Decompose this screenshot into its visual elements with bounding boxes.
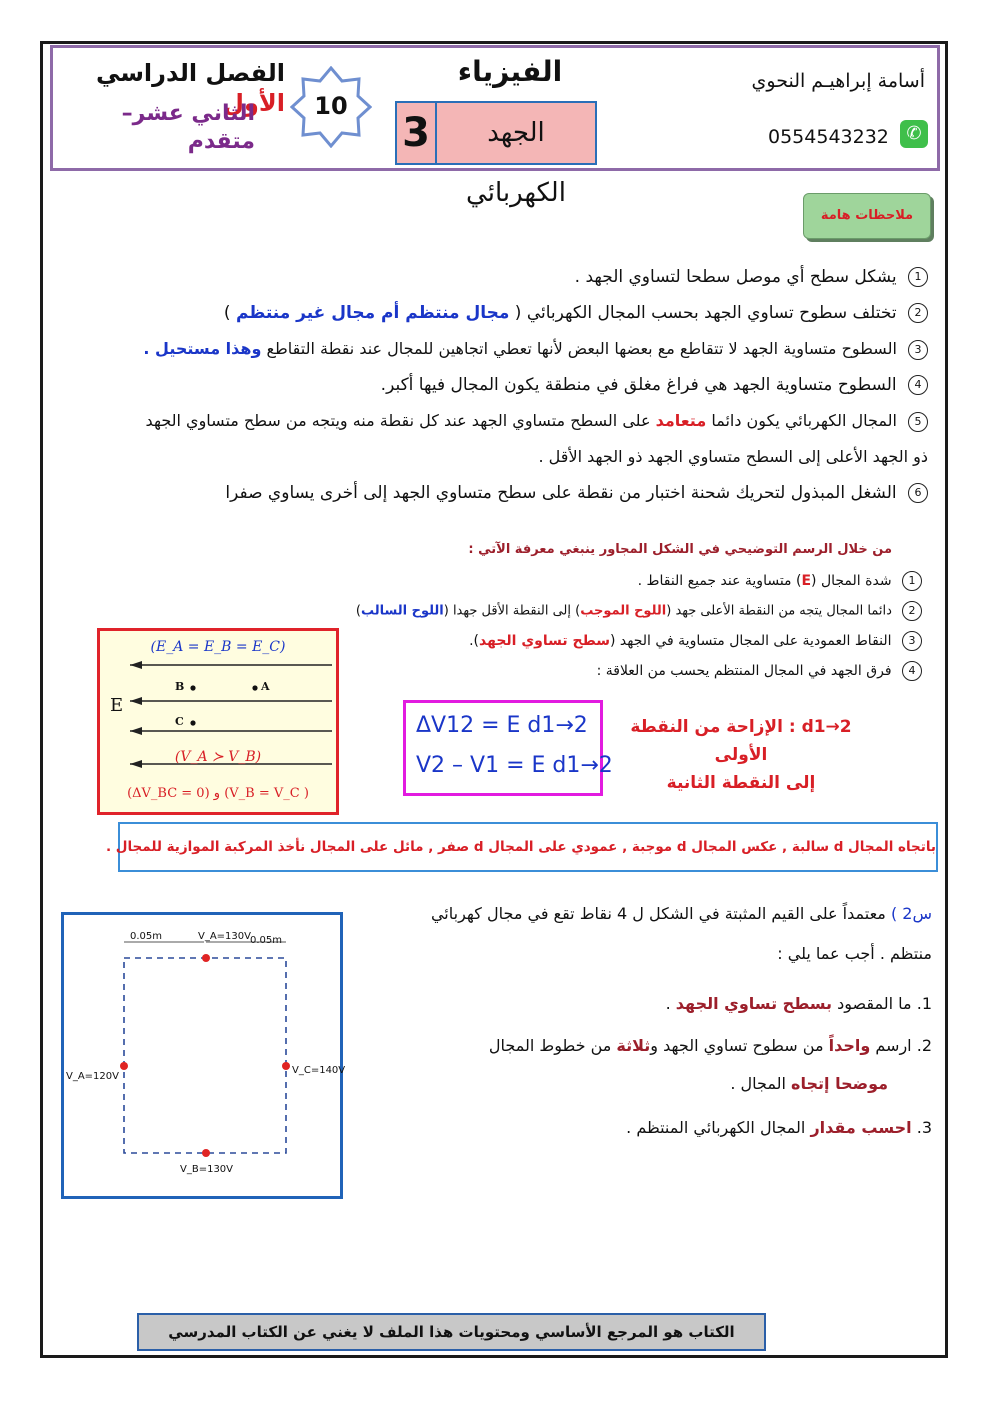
figure-note-3: [469, 631, 922, 651]
question-item-line2b: المجال .: [730, 1074, 786, 1093]
grade-label: الثاني عشر– متقدم: [121, 101, 255, 154]
figure-note-number-2: 2: [902, 601, 922, 621]
field-eq-va-vb: (V_A ≻ V_B): [174, 749, 262, 765]
field-eq-bottom-a: (ΔV_BC = 0): [127, 786, 210, 801]
semester-prefix: الفصل الدراسي: [96, 59, 285, 87]
question-item-highlight-2b: ثلاثة: [616, 1036, 651, 1055]
lesson-title: الجهد الكهربائي: [466, 118, 566, 208]
question-item-number-2: 2.: [916, 1036, 932, 1055]
formula-line-2: V2 – V1 = E d1→2: [416, 753, 613, 778]
figure-note-highlight-1: E: [801, 573, 812, 589]
note-text-2b: ): [223, 303, 231, 323]
figure-note-highlight-3: سطح تساوي الجهد: [478, 633, 610, 649]
vb-bottom-label: V_B=130V: [180, 1164, 234, 1175]
note-text-1: يشكل سطح أي موصل سطحا لتساوي الجهد .: [574, 267, 897, 287]
question-line-1: [431, 903, 932, 925]
question-item-highlight-3: احسب مقدار: [810, 1118, 912, 1137]
semester-word: الأول: [223, 89, 285, 117]
lesson-number: 3: [397, 103, 437, 163]
note-text-3a: السطوح متساوية الجهد لا تتقاطع مع بعضها البعض لأنها تعطي اتجاهين للمجال عند نقطة التقاطع: [266, 339, 897, 358]
note-text-6: الشغل المبذول لتحريك شحنة اختبار من نقطة على سطح متساوي الجهد إلى أخرى يساوي صفرا: [225, 483, 897, 503]
question-item-2: [489, 1035, 932, 1057]
field-eq-top: (E_A = E_B = E_C): [150, 639, 286, 655]
question-item-text-2a: ارسم: [875, 1036, 912, 1055]
teacher-name: أسامة إبراهيـم النحوي: [751, 70, 925, 92]
note-item-6: [225, 482, 928, 504]
vc-right-label: V_C=140V: [292, 1065, 346, 1076]
figure-note-text-2a: دائما المجال يتجه من النقطة الأعلى جهد (: [666, 603, 892, 619]
question-item-number-3: 3.: [916, 1118, 932, 1137]
note-item-1: [575, 266, 928, 288]
notes-title: ملاحظات هامة: [820, 208, 914, 223]
question-item-3: [626, 1117, 932, 1139]
phone-number: 0554543232: [768, 126, 889, 148]
point-a-label: A: [261, 680, 270, 693]
figure-note-number-1: 1: [902, 571, 922, 591]
formula-box: [403, 700, 613, 796]
field-eq-bottom-and: و: [213, 786, 221, 801]
note-number-4: 4: [908, 375, 928, 395]
figure-note-highlight-2a: اللوح الموجب: [580, 603, 667, 619]
note-item-5: [146, 410, 928, 432]
direction-banner: باتجاه المجال d سالبة , عكس المجال d موجبة , عمودي على المجال d صفر , مائل على المجال نأخذ المركبة الموازية للمجال .: [118, 822, 938, 872]
badge-number: 10: [314, 92, 348, 120]
figure-note-text-3b: ).: [469, 633, 479, 649]
figure-note-text-2c: ): [355, 603, 361, 619]
note-text-2a: تختلف سطوح تساوي الجهد بحسب المجال الكهربائي (: [514, 303, 897, 323]
figure-note-1: [638, 571, 922, 591]
formula-desc-b: إلى النقطة الثانية: [666, 773, 816, 793]
question-line-2: منتظم . أجب عما يلي :: [777, 944, 932, 963]
question-item-1: [666, 993, 932, 1015]
field-diagram: [97, 628, 339, 815]
figure-note-text-2b: ) إلى النقطة الأقل جهدا (: [443, 603, 581, 619]
note-item-3: [143, 338, 928, 360]
question-item-text-1a: ما المقصود: [837, 994, 912, 1013]
question-label: س2 ): [890, 904, 932, 923]
formula-description: [610, 713, 872, 797]
subject-title: الفيزياء: [457, 55, 563, 88]
figure-notes-title: من خلال الرسم التوضيحي في الشكل المجاور ينبغي معرفة الآتي :: [468, 542, 892, 557]
note-text-4: السطوح متساوية الجهد هي فراغ مغلق في منطقة يكون المجال فيها أكبر.: [380, 375, 897, 395]
figure-note-text-3a: النقاط العمودية على المجال متساوية في الجهد (: [610, 633, 892, 649]
field-e-label: E: [110, 695, 124, 716]
points-diagram: [61, 912, 346, 1199]
question-item-highlight-2a: واحداً: [828, 1036, 871, 1055]
note-item-4: [381, 374, 928, 396]
figure-note-number-4: 4: [902, 661, 922, 681]
note-highlight-5: متعامد: [655, 411, 707, 430]
point-b-label: B: [175, 680, 185, 693]
note-highlight-2: مجال منتظم أم مجال غير منتظم: [235, 303, 510, 323]
question-item-text-2c: من خطوط المجال: [488, 1036, 612, 1055]
figure-note-highlight-2b: اللوح السالب: [360, 603, 444, 619]
note-text-5b: على السطح متساوي الجهد عند كل نقطة منه ويتجه من سطح متساوي الجهد: [145, 411, 651, 430]
question-text-a: معتمداً على القيم المثبتة في الشكل ل 4 نقاط تقع في مجال كهربائي: [430, 904, 886, 923]
va-left-label: V_A=120V: [66, 1071, 119, 1082]
field-eq-bottom: [100, 786, 336, 801]
note-number-5: 5: [908, 412, 928, 432]
question-item-highlight-1: بسطح تساوي الجهد: [675, 994, 833, 1013]
point-c-label: C: [175, 715, 184, 728]
formula-desc-a: الإزاحة من النقطة الأولى: [630, 717, 783, 765]
dist-left-label: 0.05m: [130, 931, 163, 942]
note-number-2: 2: [908, 303, 928, 323]
question-item-line2: موضحا إتجاه: [791, 1074, 888, 1093]
figure-note-text-4: فرق الجهد في المجال المنتظم يحسب من العلاقة :: [596, 663, 892, 679]
question-item-text-3b: المجال الكهربائي المنتظم .: [626, 1118, 806, 1137]
note-number-6: 6: [908, 483, 928, 503]
figure-note-text-1b: ) متساوية عند جميع النقاط .: [637, 573, 802, 589]
note-item-2: [224, 302, 928, 324]
figure-note-number-3: 3: [902, 631, 922, 651]
field-lines: [100, 631, 336, 812]
note-number-1: 1: [908, 267, 928, 287]
figure-note-4: [597, 661, 922, 681]
formula-line-1: ΔV12 = E d1→2: [416, 713, 588, 738]
phone-icon: ✆: [900, 120, 928, 148]
lesson-title-box: [395, 101, 597, 208]
va-top-label: V_A=130V: [198, 931, 251, 942]
dist-right-label: 0.05m: [250, 935, 283, 946]
figure-note-2: [356, 601, 922, 622]
question-item-text-1b: .: [665, 994, 671, 1013]
dashed-rectangle: [64, 915, 340, 1196]
field-eq-bottom-b: (V_B = V_C ): [224, 786, 309, 801]
note-number-3: 3: [908, 340, 928, 360]
formula-desc-line-1: [610, 713, 872, 769]
notes-title-badge: [803, 193, 931, 239]
note-text-5a: المجال الكهربائي يكون دائما: [711, 411, 897, 430]
note-item-5-cont: ذو الجهد الأعلى إلى السطح متساوي الجهد ذو الجهد الأقل .: [538, 447, 928, 466]
figure-note-text-1a: شدة المجال (: [811, 573, 892, 589]
question-item-text-2b: من سطوح تساوي الجهد و: [650, 1036, 824, 1055]
formula-symbol: d1→2 :: [788, 717, 852, 737]
question-item-number-1: 1.: [916, 994, 932, 1013]
question-item-2-cont: [730, 1073, 888, 1095]
footer-banner: الكتاب هو المرجع الأساسي ومحتويات هذا الملف لا يغني عن الكتاب المدرسي: [137, 1313, 766, 1351]
note-highlight-3: وهذا مستحيل .: [143, 339, 262, 358]
